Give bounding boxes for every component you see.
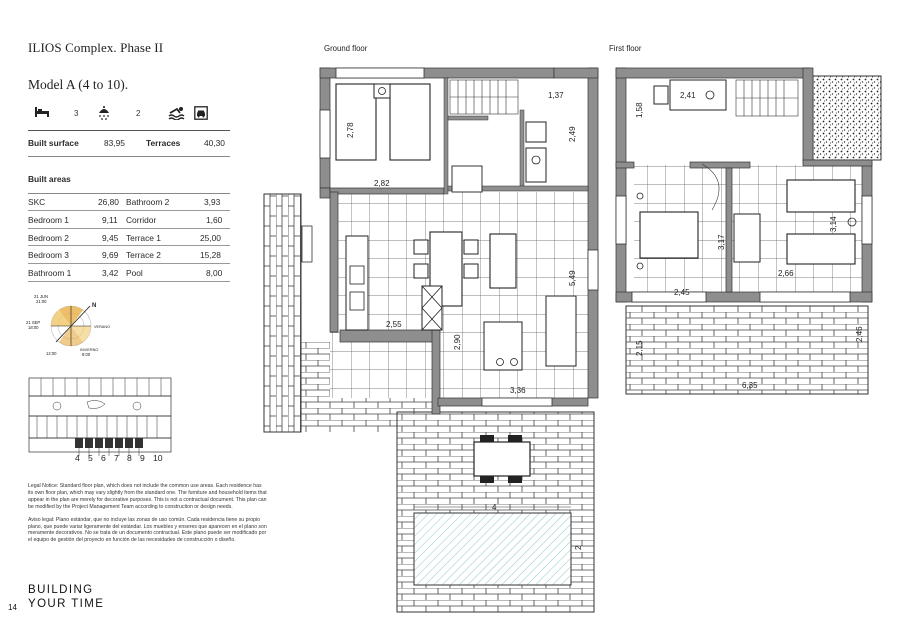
wardrobe xyxy=(734,214,760,262)
wardrobe xyxy=(422,286,442,330)
terraces-value: 40,30 xyxy=(204,138,225,148)
area-value: 3,93 xyxy=(204,197,221,207)
area-value: 26,80 xyxy=(98,197,119,207)
compass-winter-time: 8:00 xyxy=(82,352,91,357)
area-label: Bedroom 2 xyxy=(28,232,69,243)
area-label: Bedroom 1 xyxy=(28,214,69,225)
area-value: 9,69 xyxy=(102,250,119,261)
toilet xyxy=(526,122,546,142)
complex-title: ILIOS Complex. Phase II xyxy=(28,40,164,55)
area-value: 1,60 xyxy=(206,214,223,225)
dimension-label: 2,49 xyxy=(568,126,577,142)
dimension-label: 2,82 xyxy=(374,179,390,188)
compass-summer: VERANO xyxy=(94,325,111,329)
lot-number: 5 xyxy=(88,453,93,463)
built-surface-label: Built surface xyxy=(28,138,79,148)
bedrooms-count: 3 xyxy=(74,109,79,118)
dimension-label: 2,45 xyxy=(674,288,690,297)
lot-number: 7 xyxy=(114,453,119,463)
outdoor-table xyxy=(474,442,530,476)
area-value: 8,00 xyxy=(206,268,223,279)
dimension-label: 3,36 xyxy=(510,386,526,395)
dimension-label: 1,37 xyxy=(548,91,564,100)
first-floor-plan xyxy=(616,68,881,394)
legal-spanish: Aviso legal: Plano estándar, que no incluye las zonas de uso común. Cada residencia tiene su propio plano, que puede variar ligeramente del estándar. Los muebles y enseres que aparecen en el plano son meramente decorativos. No se trata de un documento contractual. Este plano puede ser modificado por el equipo de gestión del proyecto en función de las necesidades de construcción o diseño. xyxy=(28,516,267,544)
compass-jun: 21 JUN xyxy=(34,294,48,299)
brand-line: BUILDING xyxy=(28,584,94,596)
dimension-label: 6,35 xyxy=(742,381,758,390)
bed xyxy=(787,234,855,264)
dimension-label: 1,58 xyxy=(635,102,644,118)
model-title: Model A (4 to 10). xyxy=(28,77,129,92)
dimension-label: 2,66 xyxy=(778,269,794,278)
area-label: Terrace 1 xyxy=(126,232,161,243)
lot-number: 4 xyxy=(75,453,80,463)
bathtub xyxy=(670,80,726,110)
compass-sep: 21 SEP xyxy=(26,320,41,325)
area-label: SKC xyxy=(28,197,46,207)
lot-number: 9 xyxy=(140,453,145,463)
dimension-label: 3,14 xyxy=(829,216,838,232)
dimension-label: 5,49 xyxy=(568,270,577,286)
ground-floor-label: Ground floor xyxy=(324,44,368,53)
toilet xyxy=(654,86,668,104)
dimension-label: 2,41 xyxy=(680,91,696,100)
compass-sep-time: 18:00 xyxy=(28,325,39,330)
gravel-roof xyxy=(813,76,881,160)
staircase xyxy=(450,80,518,114)
compass-winter: INVIERNO xyxy=(80,348,99,352)
dimension-label: 2 xyxy=(574,545,583,550)
area-label: Bathroom 1 xyxy=(28,268,72,279)
dimension-label: 2,15 xyxy=(635,340,644,356)
pool xyxy=(414,513,571,585)
legal-english: Legal Notice: Standard floor plan, which does not include the common use areas. Each residence has its own floor plan, which may vary slightly from the standard one. The furniture and household items that appear in the plan are merely for decorative purposes. This is not a contractual document. This plan can be modified by the Project Management Team according to construction or design needs. xyxy=(28,483,267,510)
dimension-label: 2,90 xyxy=(453,334,462,350)
compass-noon: 12:00 xyxy=(46,351,57,356)
area-value: 3,42 xyxy=(102,268,119,279)
lot-number: 6 xyxy=(101,453,106,463)
dimension-label: 4 xyxy=(492,503,497,512)
staircase xyxy=(736,80,798,116)
area-value: 9,11 xyxy=(102,214,118,225)
area-label: Bedroom 3 xyxy=(28,250,69,261)
area-label: Terrace 2 xyxy=(126,250,161,261)
ground-floor-plan xyxy=(264,68,598,612)
built-areas-title: Built areas xyxy=(28,174,71,184)
dimension-label: 2,78 xyxy=(346,122,355,138)
sofa xyxy=(490,234,516,288)
dimension-label: 2,55 xyxy=(386,320,402,329)
dimension-label: 3,17 xyxy=(717,234,726,250)
lounge-sofa xyxy=(546,296,576,366)
lot-number: 10 xyxy=(153,453,163,463)
bed xyxy=(390,84,430,160)
area-value: 9,45 xyxy=(102,232,119,243)
area-label: Bathroom 2 xyxy=(126,197,170,207)
north-label: N xyxy=(92,303,97,309)
side-path xyxy=(264,194,301,432)
bed xyxy=(787,180,855,212)
first-floor-label: First floor xyxy=(609,44,642,53)
brand-line: YOUR TIME xyxy=(28,598,105,610)
shower xyxy=(526,148,546,182)
area-value: 25,00 xyxy=(200,232,221,243)
bed xyxy=(640,212,698,258)
lot-number: 8 xyxy=(127,453,132,463)
bathrooms-count: 2 xyxy=(136,109,141,118)
area-label: Pool xyxy=(126,268,143,279)
bed xyxy=(336,84,376,160)
compass-jun-time: 21:00 xyxy=(36,299,47,304)
dimension-label: 2,46 xyxy=(855,326,864,342)
area-value: 15,28 xyxy=(200,250,221,261)
page-number: 14 xyxy=(8,603,17,612)
terraces-label: Terraces xyxy=(146,138,181,148)
area-label: Corridor xyxy=(126,214,157,225)
built-surface-value: 83,95 xyxy=(104,138,125,148)
